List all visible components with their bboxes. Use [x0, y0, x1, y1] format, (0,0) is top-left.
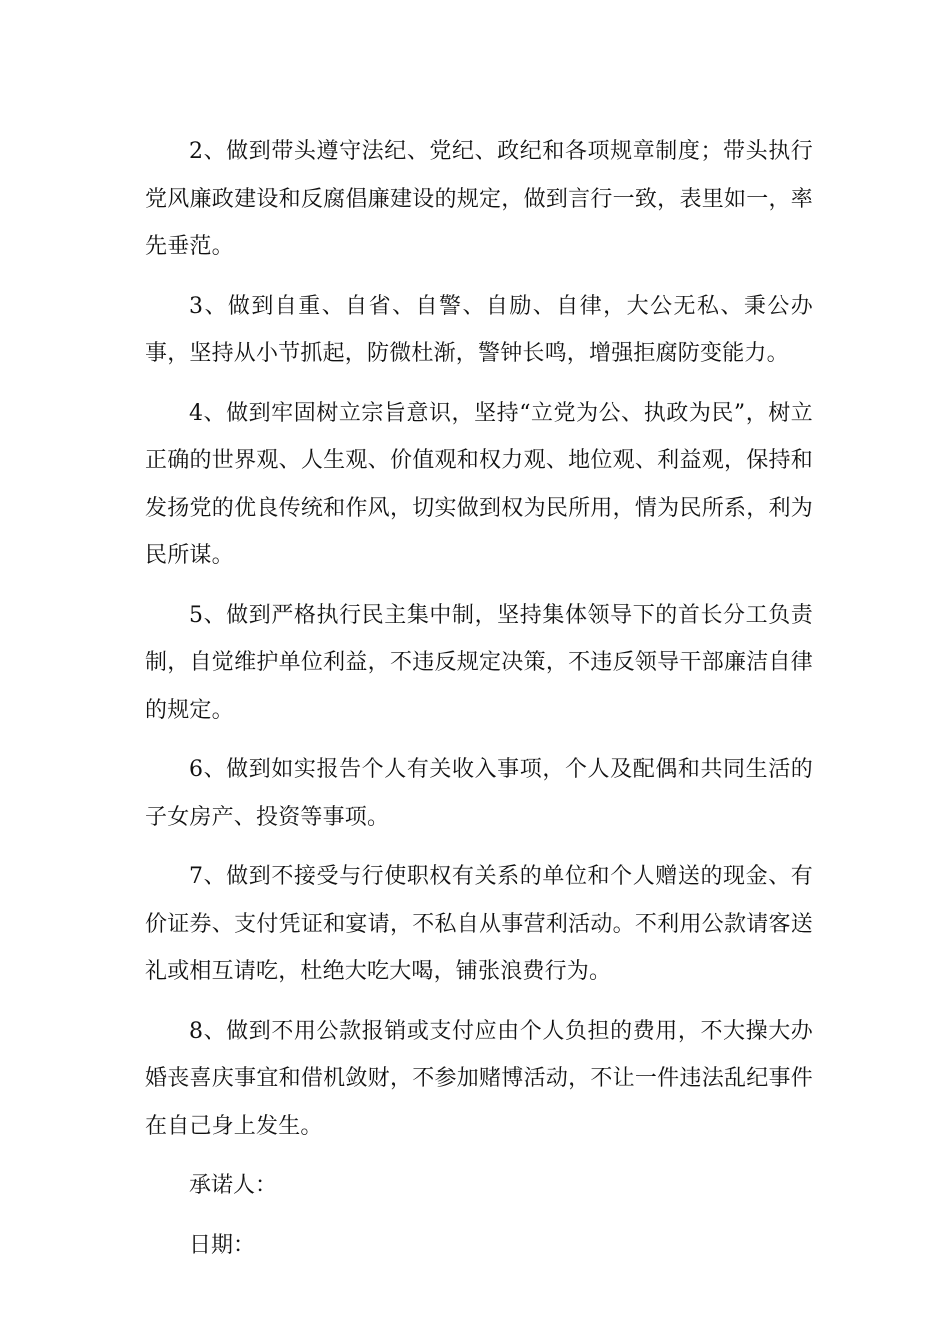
- paragraph-item-5: 5、做到严格执行民主集中制，坚持集体领导下的首长分工负责制，自觉维护单位利益，不违反规定决策，不违反领导干部廉洁自律的规定。: [145, 602, 813, 723]
- promiser-label: 承诺人：: [189, 1173, 278, 1198]
- paragraph-item-3: 3、做到自重、自省、自警、自励、自律，大公无私、秉公办事，坚持从小节抓起，防微杜渐，警钟长鸣，增强拒腐防变能力。: [145, 293, 813, 366]
- paragraph-item-2: 2、做到带头遵守法纪、党纪、政纪和各项规章制度；带头执行党风廉政建设和反腐倡廉建设的规定，做到言行一致，表里如一，率先垂范。: [145, 139, 813, 259]
- paragraph-item-8: 8、做到不用公款报销或支付应由个人负担的费用，不大操大办婚丧喜庆事宜和借机敛财，不参加赌博活动，不让一件违法乱纪事件在自己身上发生。: [145, 1018, 813, 1139]
- paragraph-item-7: 7、做到不接受与行使职权有关系的单位和个人赠送的现金、有价证券、支付凭证和宴请，不私自从事营利活动。不利用公款请客送礼或相互请吃，杜绝大吃大喝，铺张浪费行为。: [145, 864, 813, 984]
- paragraph-item-6: 6、做到如实报告个人有关收入事项，个人及配偶和共同生活的子女房产、投资等事项。: [145, 757, 813, 830]
- date-label: 日期：: [189, 1232, 256, 1258]
- paragraph-item-4: 4、做到牢固树立宗旨意识，坚持“立党为公、执政为民”，树立正确的世界观、人生观、价值观和权力观、地位观、利益观，保持和发扬党的优良传统和作风，切实做到权为民所用，情为民所系，利为民所谋。: [145, 400, 813, 568]
- document-body: [145, 128, 813, 1281]
